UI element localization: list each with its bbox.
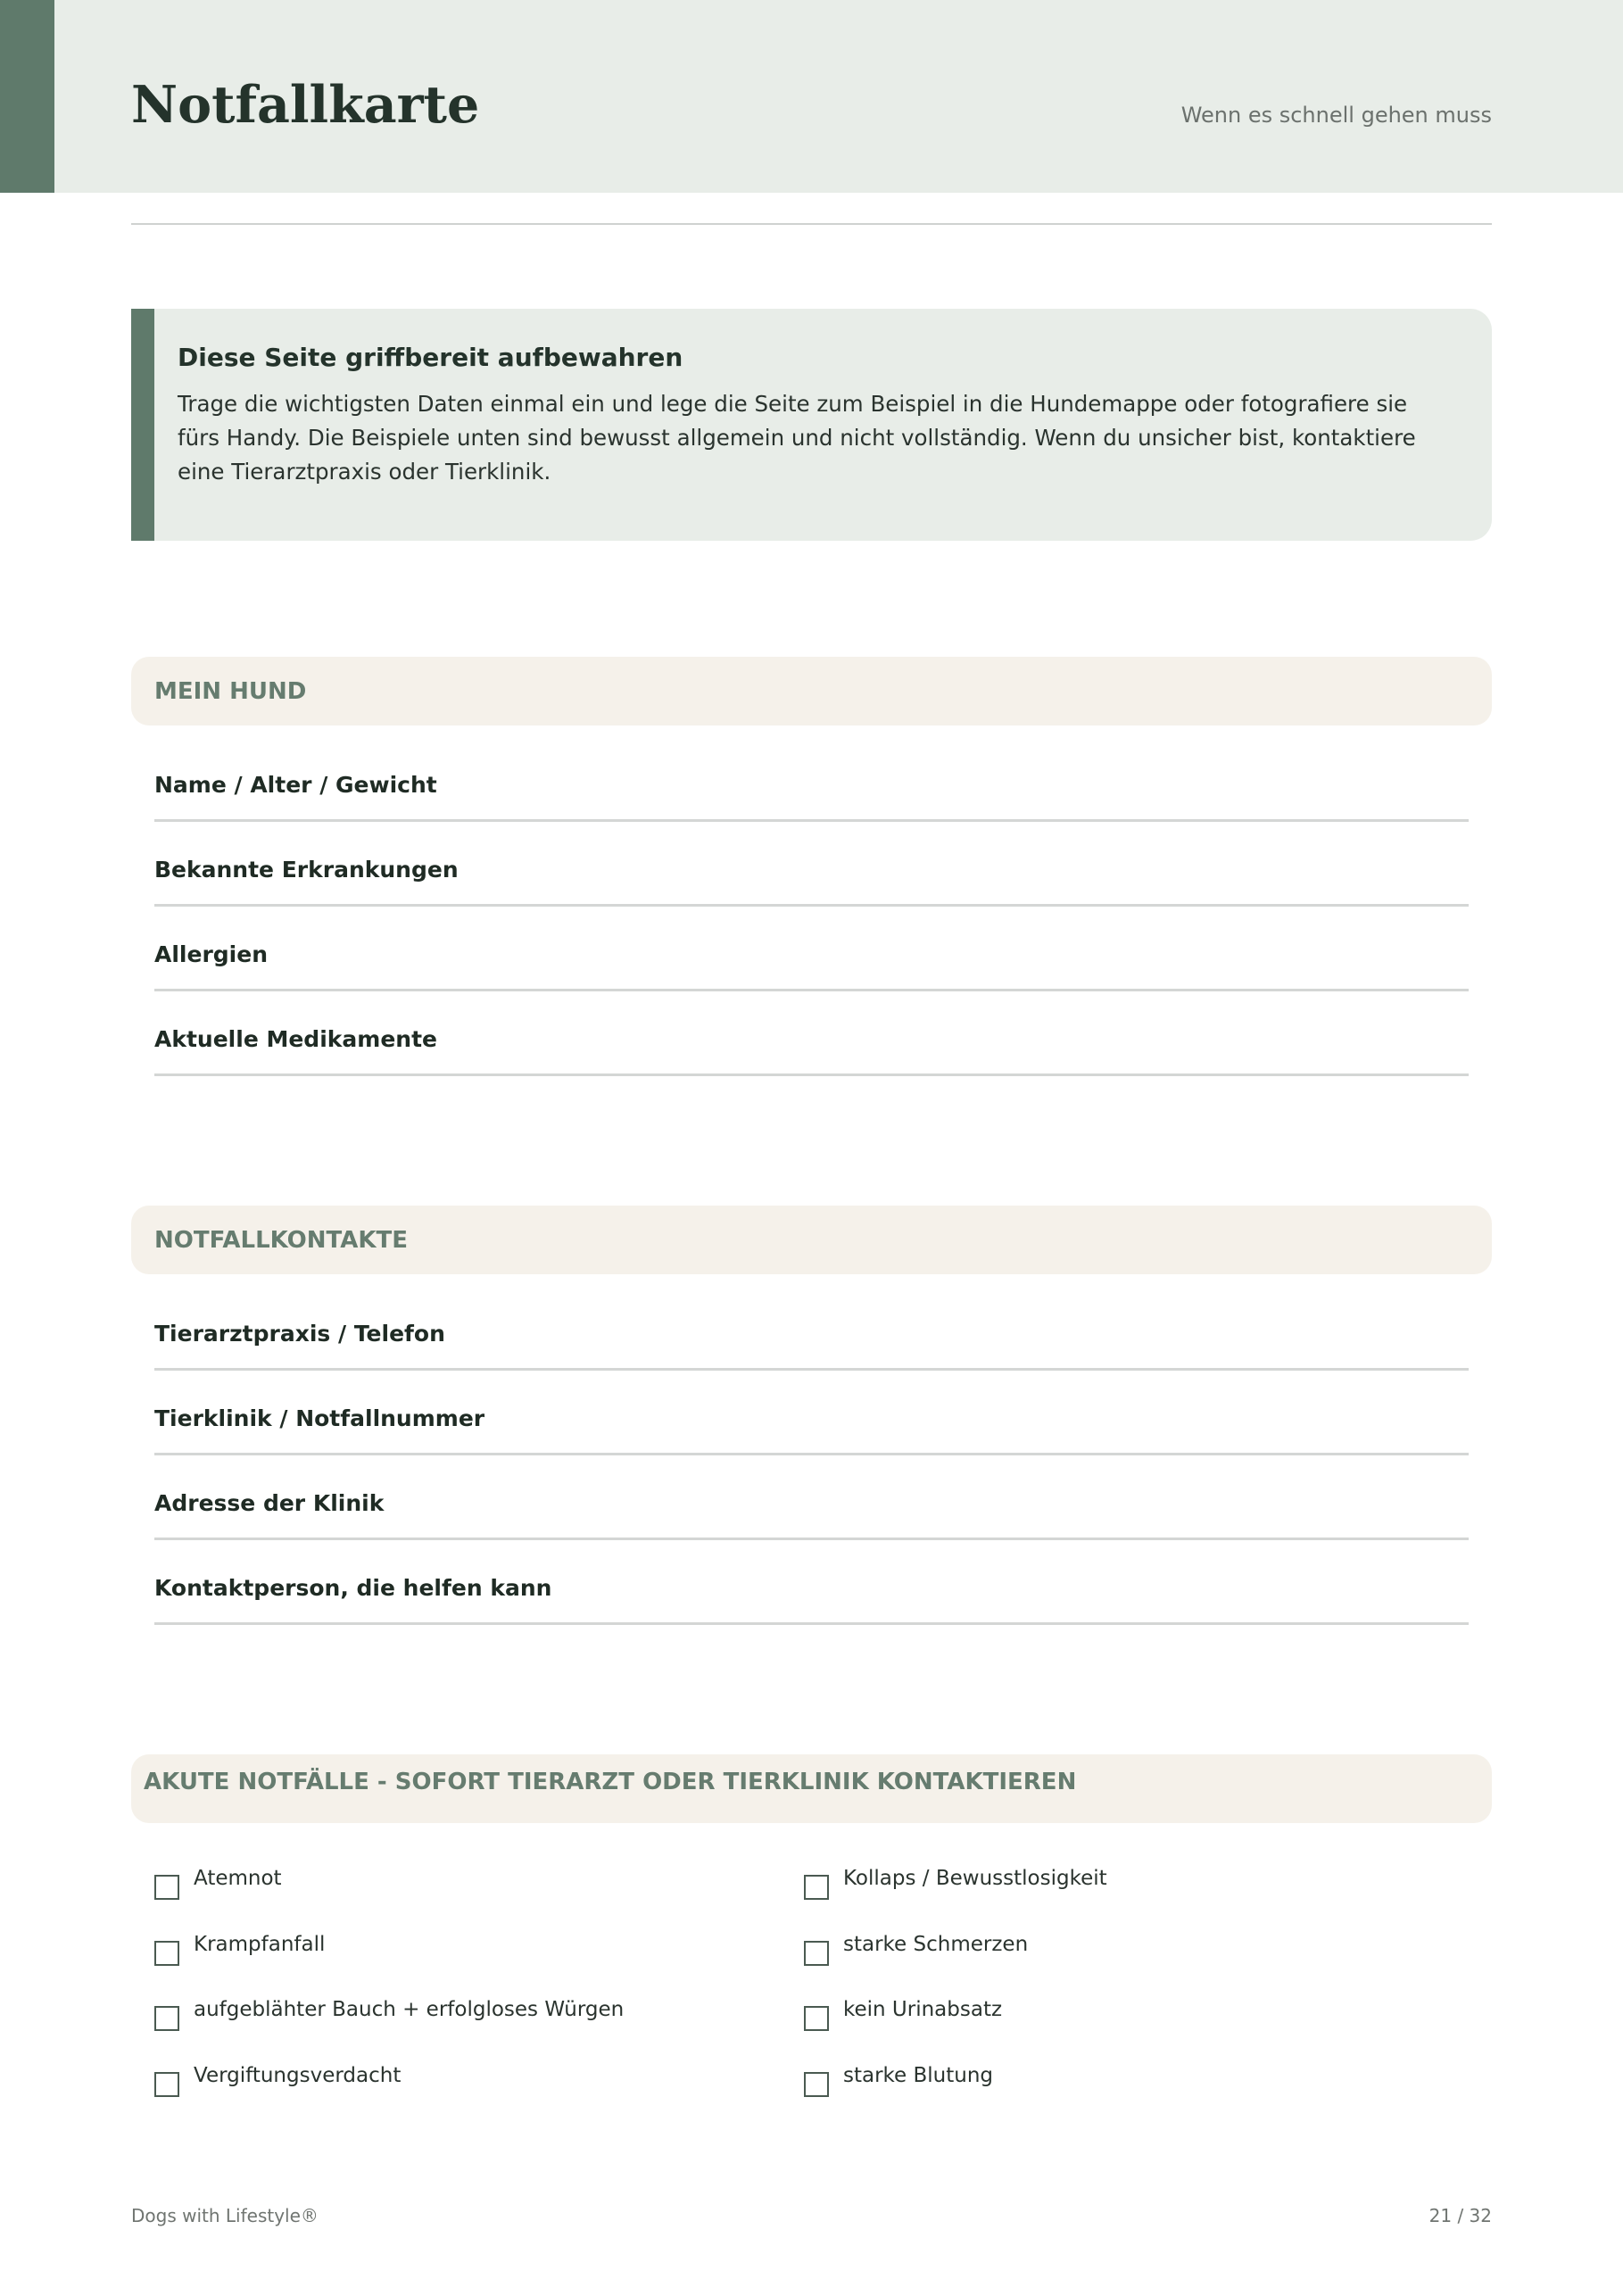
field-label: Adresse der Klinik — [154, 1490, 385, 1516]
notice-accent-bar — [131, 309, 154, 541]
field-label: Allergien — [154, 941, 268, 967]
field-klinik-adresse[interactable] — [154, 1455, 1469, 1540]
checkbox-label: kein Urinabsatz — [843, 1998, 1003, 2021]
checkbox-label: Krampfanfall — [194, 1933, 326, 1956]
field-medikamente[interactable] — [154, 991, 1469, 1076]
checkbox-label: Kollaps / Bewusstlosigkeit — [843, 1867, 1107, 1890]
checkbox-starke-schmerzen[interactable] — [804, 1931, 1428, 1967]
checkbox-label: aufgeblähter Bauch + erfolgloses Würgen — [194, 1998, 625, 2021]
checkbox-square-icon[interactable] — [154, 1875, 179, 1900]
notice-title: Diese Seite griffbereit aufbewahren — [178, 343, 683, 372]
section-heading-label: MEIN HUND — [154, 678, 307, 705]
checkbox-vergiftungsverdacht[interactable] — [154, 2062, 779, 2098]
field-label: Name / Alter / Gewicht — [154, 772, 437, 798]
field-tierarztpraxis[interactable] — [154, 1286, 1469, 1371]
checkbox-label: Vergiftungsverdacht — [194, 2064, 402, 2087]
field-label: Bekannte Erkrankungen — [154, 857, 459, 883]
page-header — [0, 0, 1623, 193]
checkbox-label: starke Schmerzen — [843, 1933, 1029, 1956]
footer-brand: Dogs with Lifestyle® — [131, 2205, 319, 2226]
checkbox-square-icon[interactable] — [154, 2072, 179, 2097]
checkbox-kollaps[interactable] — [804, 1865, 1428, 1901]
footer-page-number: 21 / 32 — [1428, 2205, 1492, 2226]
checkbox-krampfanfall[interactable] — [154, 1931, 779, 1967]
section-heading-label: NOTFALLKONTAKTE — [154, 1227, 408, 1254]
section-heading-akute-notfaelle — [131, 1754, 1492, 1823]
header-divider — [131, 223, 1492, 225]
checkbox-square-icon[interactable] — [804, 2072, 829, 2097]
checkbox-square-icon[interactable] — [804, 1875, 829, 1900]
checkbox-atemnot[interactable] — [154, 1865, 779, 1901]
section-heading-notfallkontakte — [131, 1206, 1492, 1274]
page-title: Notfallkarte — [131, 75, 480, 135]
checkbox-kein-urinabsatz[interactable] — [804, 1996, 1428, 2032]
checkbox-square-icon[interactable] — [804, 1941, 829, 1966]
header-accent-bar — [0, 0, 54, 193]
field-allergien[interactable] — [154, 907, 1469, 991]
section-heading-label: AKUTE NOTFÄLLE - SOFORT TIERARZT ODER TIERKLINIK KONTAKTIEREN — [144, 1769, 1077, 1795]
checkbox-square-icon[interactable] — [804, 2006, 829, 2031]
notice-box — [131, 309, 1492, 541]
checkbox-label: Atemnot — [194, 1867, 282, 1890]
field-name-alter-gewicht[interactable] — [154, 737, 1469, 822]
field-label: Aktuelle Medikamente — [154, 1026, 437, 1052]
section-heading-mein-hund — [131, 657, 1492, 725]
field-label: Kontaktperson, die helfen kann — [154, 1575, 552, 1601]
checkbox-square-icon[interactable] — [154, 2006, 179, 2031]
checkbox-starke-blutung[interactable] — [804, 2062, 1428, 2098]
checkbox-aufgeblaehter-bauch[interactable] — [154, 1996, 779, 2032]
checkbox-label: starke Blutung — [843, 2064, 994, 2087]
field-kontaktperson[interactable] — [154, 1540, 1469, 1625]
field-label: Tierarztpraxis / Telefon — [154, 1321, 445, 1347]
field-tierklinik[interactable] — [154, 1371, 1469, 1455]
page-subtitle: Wenn es schnell gehen muss — [1180, 103, 1492, 128]
notice-text: Trage die wichtigsten Daten einmal ein und lege die Seite zum Beispiel in die Hundemappe oder fotografiere sie fürs Handy. Die Beispiele unten sind bewusst allgemein und nicht vollständig. Wenn du unsicher bist, kontaktiere eine Tierarztpraxis oder Tierklinik. — [178, 391, 1416, 485]
field-erkrankungen[interactable] — [154, 822, 1469, 907]
checkbox-square-icon[interactable] — [154, 1941, 179, 1966]
field-label: Tierklinik / Notfallnummer — [154, 1405, 485, 1431]
